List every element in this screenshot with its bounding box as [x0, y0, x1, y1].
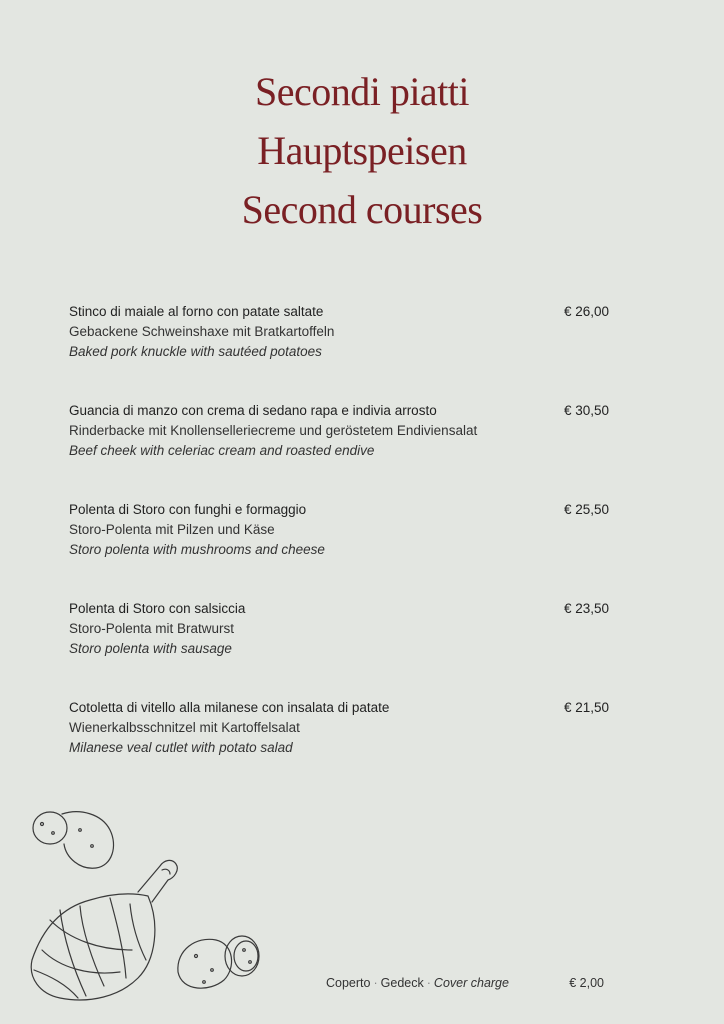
item-name-english: Baked pork knuckle with sautéed potatoes — [69, 344, 322, 359]
item-name-english: Storo polenta with sausage — [69, 641, 232, 656]
item-name-italian: Polenta di Storo con funghi e formaggio — [69, 502, 307, 517]
item-name-german: Storo-Polenta mit Bratwurst — [69, 621, 235, 636]
title-italian: Secondi piatti — [254, 69, 470, 114]
item-name-german: Gebackene Schweinshaxe mit Bratkartoffeln — [69, 324, 335, 339]
item-name-english: Beef cheek with celeriac cream and roasted endive — [69, 443, 375, 458]
item-name-italian: Guancia di manzo con crema di sedano rapa e indivia arrosto — [69, 403, 437, 418]
cover-charge-german: Gedeck — [380, 976, 424, 990]
item-name-english: Milanese veal cutlet with potato salad — [69, 740, 293, 755]
menu-item — [69, 302, 609, 362]
separator: · — [426, 976, 431, 990]
item-price: € 26,00 — [563, 304, 609, 319]
menu-item — [69, 401, 609, 461]
cover-charge-price: € 2,00 — [569, 976, 604, 990]
menu-item — [69, 599, 609, 659]
menu-item — [69, 500, 609, 560]
item-name-italian: Polenta di Storo con salsiccia — [69, 601, 246, 616]
separator: · — [373, 976, 378, 990]
menu-item — [69, 698, 609, 758]
item-name-italian: Cotoletta di vitello alla milanese con insalata di patate — [69, 700, 390, 715]
item-price: € 25,50 — [563, 502, 609, 517]
title-english: Second courses — [241, 187, 483, 232]
cover-charge — [326, 976, 606, 990]
item-name-german: Wienerkalbsschnitzel mit Kartoffelsalat — [69, 720, 300, 735]
potato-icon — [33, 812, 67, 844]
title-german: Hauptspeisen — [257, 128, 467, 173]
item-name-english: Storo polenta with mushrooms and cheese — [69, 542, 325, 557]
page-title — [0, 62, 724, 239]
item-price: € 30,50 — [563, 403, 609, 418]
item-price: € 21,50 — [563, 700, 609, 715]
item-name-german: Storo-Polenta mit Pilzen und Käse — [69, 522, 275, 537]
item-name-german: Rinderbacke mit Knollenselleriecreme und geröstetem Endiviensalat — [69, 423, 478, 438]
item-name-italian: Stinco di maiale al forno con patate saltate — [69, 304, 324, 319]
item-price: € 23,50 — [563, 601, 609, 616]
pork-knuckle-illustration — [20, 800, 270, 1010]
cover-charge-english: Cover charge — [433, 976, 509, 990]
cover-charge-italian: Coperto — [326, 976, 371, 990]
